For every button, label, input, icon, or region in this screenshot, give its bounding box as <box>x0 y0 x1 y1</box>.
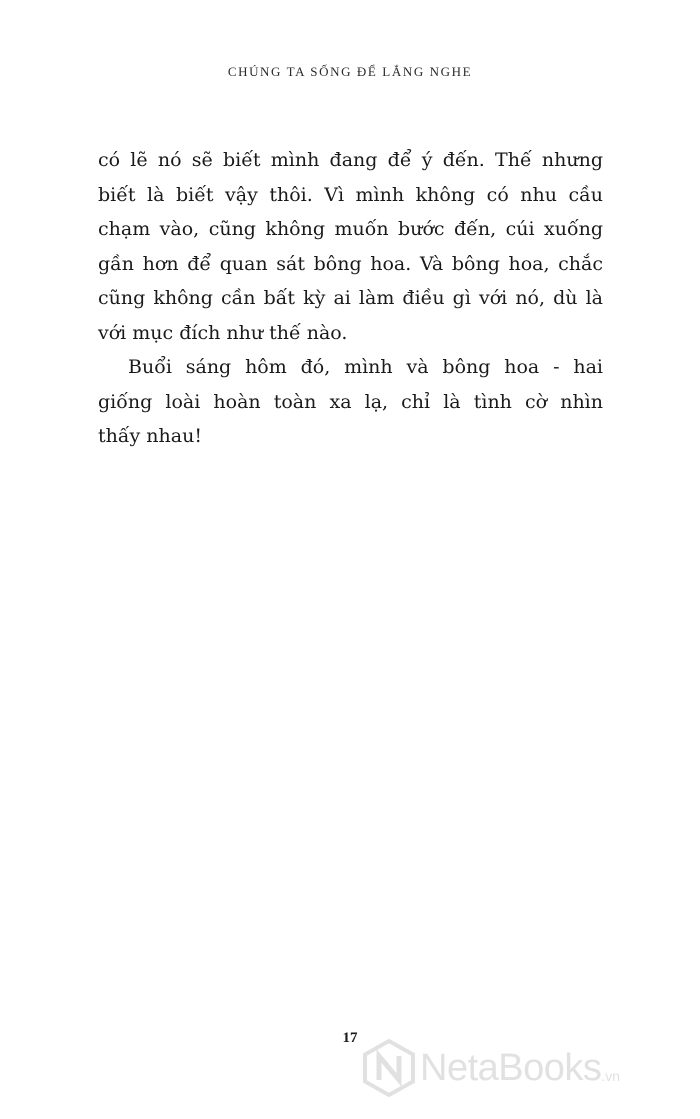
text-line: biết là biết vậy thôi. Vì mình không có nhu cầu <box>98 183 603 206</box>
text-line: Buổi sáng hôm đó, mình và bông hoa - hai <box>128 356 603 378</box>
watermark-brand: NetaBooks <box>420 1046 602 1089</box>
text-line: với mục đích như thế nào. <box>98 321 348 344</box>
netabooks-logo-icon <box>360 1038 418 1098</box>
running-header: CHÚNG TA SỐNG ĐỂ LẮNG NGHE <box>227 64 473 79</box>
watermark-suffix: .vn <box>601 1068 621 1084</box>
text-line: thấy nhau! <box>98 425 202 447</box>
watermark <box>360 1038 620 1098</box>
body-text <box>98 143 603 454</box>
text-line: chạm vào, cũng không muốn bước đến, cúi xuống <box>98 218 603 240</box>
page-number: 17 <box>342 1030 358 1046</box>
text-line: có lẽ nó sẽ biết mình đang để ý đến. Thế nhưng <box>98 149 603 171</box>
text-line: gần hơn để quan sát bông hoa. Và bông hoa, chắc <box>98 252 603 275</box>
text-line: cũng không cần bất kỳ ai làm điều gì với nó, dù là <box>98 287 603 309</box>
text-line: giống loài hoàn toàn xa lạ, chỉ là tình cờ nhìn <box>98 390 603 413</box>
paragraph <box>98 143 603 350</box>
paragraph <box>98 350 603 454</box>
